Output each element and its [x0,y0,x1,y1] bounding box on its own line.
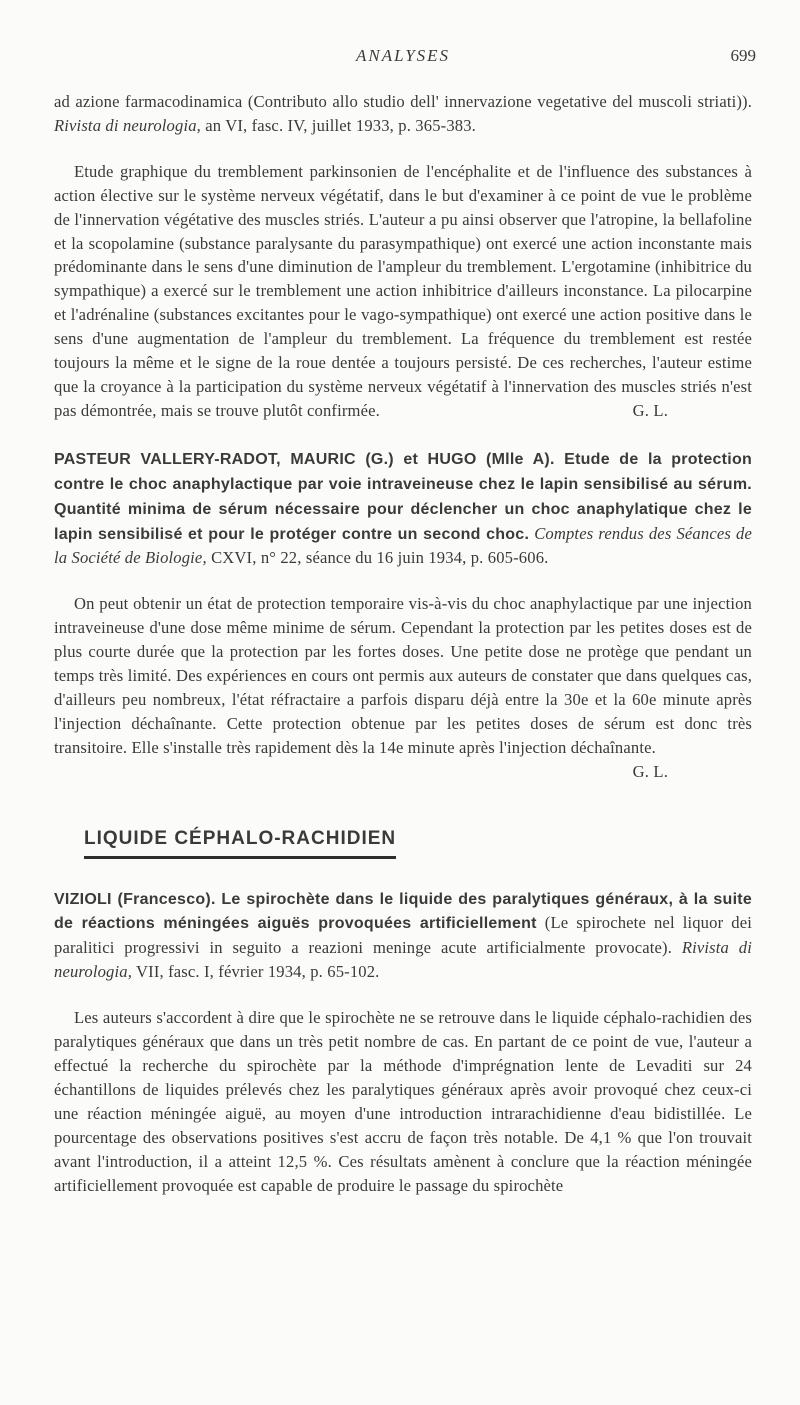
entry-1-signature: G. L. [632,400,668,420]
entry-1-details: an VI, fasc. IV, juillet 1933, p. 365-383. [205,115,476,135]
entry-3-title: VIZIOLI (Francesco). Le spirochète dans le liquide des paralytiques généraux, à la suite de réactions méningées aiguës provoquées artificiellement [54,890,752,933]
entry-2-signature: G. L. [632,761,668,781]
entry-1-intro: ad azione farmacodinamica (Contributo allo studio dell' innervazione vegetative del muscoli striati)). [54,92,752,111]
entry-2-journal: Comptes rendus des Séances de la Société de Biologie, [54,523,752,568]
entry-2-body-text: On peut obtenir un état de protection temporaire vis-à-vis du choc anaphylactique par une injection intraveineuse d'une dose même minime de sérum. Cependant la protection par les petites doses est de plus courte durée que la protection par les fortes doses. Une petite dose ne protège que pendant un temps très limité. Des expériences en cours ont permis aux auteurs de constater que dans quelques cas, d'ailleurs peu nombreux, l'état réfractaire a parfois disparu déjà entre la 30e et la 60e minute après l'injection déchaînante. Cette protection obtenue par les petites doses de sérum est donc très transitoire. Elle s'installe très rapidement dès la 14e minute après l'injection déchaînante. [54,594,752,757]
entry-3-body [54,1006,752,1197]
entry-2-body [54,592,752,781]
entry-2 [54,447,752,784]
entry-3-subtitle: (Le spirochete nel liquor dei paralitici progressivi in seguito a reazioni meninge acute artificialmente provocate). [54,913,752,958]
entry-3-journal: Rivista di neurologia, [54,938,752,982]
entry-3-citation [54,887,752,985]
page-header [54,42,756,68]
entry-1-journal: Rivista di neurologia, [54,115,201,135]
running-title: ANALYSES [355,46,451,65]
entry-1-body [54,160,752,423]
entry-1-body-text: Etude graphique du tremblement parkinsonien de l'encéphalite et de l'influence des substances à action élective sur le système nerveux végétatif, dans le but d'examiner à ce point de vue le problème de l'innervation végétative des muscles striés. L'auteur a pu ainsi observer que l'atropine, la bellafoline et la scopolamine (substance paralysante du parasympathique) ont exercé une action inconstante mais prédominante dans le sens d'une diminution de l'ampleur du tremblement. L'ergotamine (inhibitrice du sympathique) a exercé sur le tremblement une action inhibitrice d'ailleurs inconstance. La pilocarpine et l'adrénaline (substances excitantes pour le vago-sympathique) ont exercé une action positive dans le sens d'une augmentation de l'ampleur du tremblement. La fréquence du tremblement est restée toujours la même et le signe de la roue dentée a toujours persisté. De ces recherches, l'auteur estime que la croyance à la participation du système nerveux végétatif à l'innervation des muscles striés n'est pas démontrée, mais se trouve plutôt confirmée. [54,161,752,420]
entry-3-body-text: Les auteurs s'accordent à dire que le spirochète ne se retrouve dans le liquide céphalo-rachidien des paralytiques généraux que dans un très petit nombre de cas. En partant de ce point de vue, l'auteur a effectué la recherche du spirochète par la méthode d'imprégnation lente de Levaditi sur 24 échantillons de liquides prélevés chez les paralytiques généraux après avoir provoqué chez ceux-ci une réaction méningée aiguë, au moyen d'une introduction intrarachidienne d'eau bidistillée. Le pourcentage des observations positives s'est accru de façon très notable. De 4,1 % que l'on trouvait avant l'introduction, il a atteint 12,5 %. Ces résultats amènent à conclure que la réaction méningée artificiellement provoquée est capable de produire le passage du spirochète [54,1008,752,1195]
page [54,42,756,1197]
entry-2-title: PASTEUR VALLERY-RADOT, MAURIC (G.) et HUGO (Mlle A). Etude de la protection contre le choc anaphylactique par voie intraveineuse chez le lapin sensibilisé au sérum. Quantité minima de sérum nécessaire pour déclencher un choc anaphylatique chez le lapin sensibilisé et pour le protéger contre un second choc. [54,450,752,543]
section-heading: LIQUIDE CÉPHALO-RACHIDIEN [84,828,396,859]
entry-1 [54,90,752,423]
entry-1-citation [54,90,752,138]
entry-2-details: CXVI, n° 22, séance du 16 juin 1934, p. 605-606. [211,548,549,568]
page-number: 699 [730,46,756,65]
entry-2-citation [54,447,752,571]
entry-3-details: VII, fasc. I, février 1934, p. 65-102. [136,962,380,982]
entry-3 [54,887,752,1198]
